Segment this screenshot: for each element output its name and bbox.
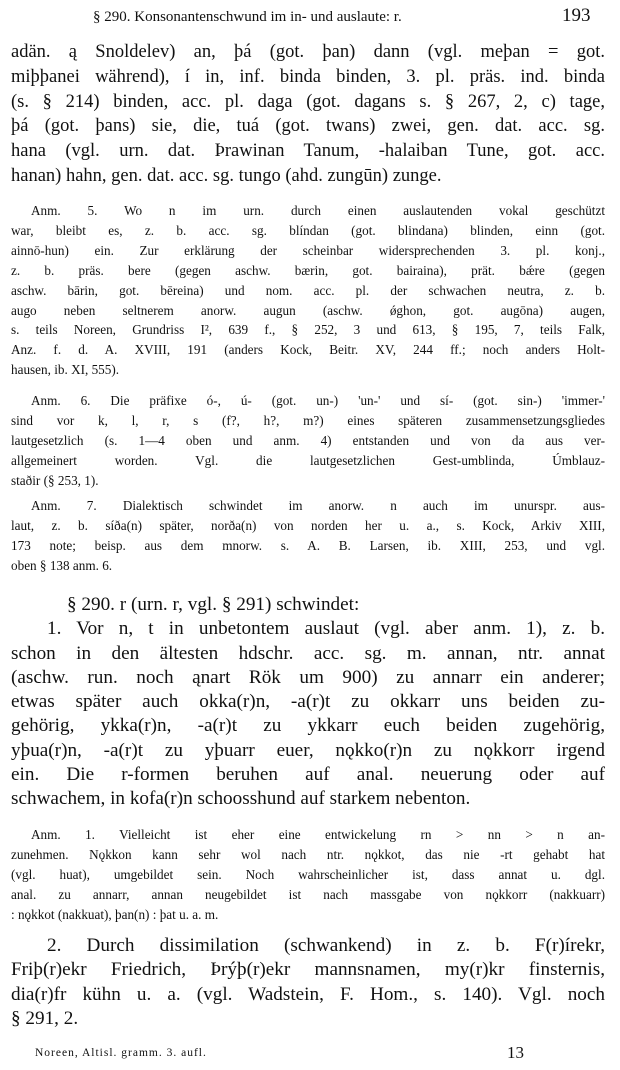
note-line: Anm. 7. Dialektisch schwindet im anorw. n auch im unurspr. aus- [31,498,605,513]
page-footer [0,1043,620,1067]
text-line: (s. § 214) binden, acc. pl. daga (got. dagans s. § 267, 2, c) tage, [11,91,605,112]
note-line: oben § 138 anm. 6. [11,557,113,573]
note-line: Anm. 5. Wo n im urn. durch einen auslautenden vokal geschützt [31,203,605,218]
text-line: dia(r)fr kühn u. a. (vgl. Wadstein, F. Hom., s. 140). Vgl. noch [11,983,605,1005]
running-head-title: § 290. Konsonantenschwund im in- und auslaute: r. [93,9,402,25]
note-line: s. teils Noreen, Grundriss I², 639 f., § 252, 3 und 613, § 195, 7, teils Falk, [11,322,605,338]
note-line: allgemeinert worden. Vgl. die lautgesetzlichen Gest-umblinda, Úmblauz- [11,452,605,468]
note-line: aschw. bārin, got. bēreina) und nom. acc. pl. der schwachen neutra, z. b. [11,282,605,298]
text-line: Friþ(r)ekr Friedrich, Þrýþ(r)ekr mannsnamen, my(r)kr finsternis, [11,959,605,981]
note-line: hausen, ib. XI, 555). [11,362,120,378]
note-line: z. b. präs. bere (gegen aschw. bærin, got. bairaina), prät. bǽre (gegen [11,262,605,278]
note-line: anal. zu annarr, annan neugebildet ist nach massgabe von nǫkkorr (nakkuarr) [11,886,605,902]
note-line: zunehmen. Nǫkkon kann sehr wol nach ntr. nǫkkot, das nie -rt gehabt hat [11,846,605,862]
note-line: Anm. 1. Vielleicht ist eher eine entwickelung rn > nn > n an- [31,827,605,842]
text-line: hanan) hahn, gen. dat. acc. sg. tungo (ahd. zungūn) zunge. [11,165,442,186]
intro-paragraph [11,40,605,189]
text-line: yþua(r)n, -a(r)t zu yþuarr euer, nǫkko(r)n zu nǫkkorr irgend [11,739,605,761]
note-line: : nǫkkot (nakkuat), þan(n) : þat u. a. m. [11,906,219,922]
signature-number: 13 [507,1043,524,1062]
footer-book-title: Noreen, Altisl. gramm. 3. aufl. [35,1047,207,1059]
page-number: 193 [562,5,591,26]
running-head [0,6,620,30]
section-heading: § 290. r (urn. r, vgl. § 291) schwindet: [67,594,360,615]
note-line: laut, z. b. síða(n) später, norða(n) von norden her u. a., s. Kock, Arkiv XIII, [11,517,605,533]
note-line: lautgesetzlich (s. 1—4 oben und anm. 4) entstanden und von da aus ver- [11,432,605,448]
text-line: gehörig, ykka(r)n, -a(r)t zu ykkarr euch beiden zugehörig, [11,715,605,737]
note-line: (vgl. huat), umgebildet sein. Noch wahrscheinlicher ist, dass annat u. dgl. [11,866,605,882]
note-line: sind vor k, l, r, s (f?, h?, m?) eines späteren zusammensetzungsgliedes [11,412,605,428]
text-line: þá (got. þans) sie, die, tuá (got. twans) zwei, gen. dat. acc. sg. [11,116,605,137]
note-line: ainnō-hun) ein. Zur erklärung der scheinbar widersprechenden 3. pl. konj., [11,242,605,258]
item-2-paragraph [11,934,605,1031]
note-line: 173 note; beisp. aus dem mnorw. s. A. B. Larsen, ib. XIII, 253, und vgl. [11,537,605,553]
note-line: Anz. f. d. A. XVIII, 191 (anders Kock, Beitr. XV, 244 ff.; noch anders Holt- [11,342,605,358]
note-anm1 [11,825,605,925]
note-line: war, bleibt es, z. b. acc. sg. blíndan (got. blindana) blinden, einn (got. [11,222,605,238]
text-line: schwachem, in kofa(r)n schoosshund auf starkem nebenton. [11,788,471,810]
note-anm7 [11,496,605,576]
note-line: staðir (§ 253, 1). [11,472,99,488]
text-line: schon in den ältesten hdschr. acc. sg. m. annan, ntr. annat [11,642,605,664]
text-line: (aschw. run. noch ąnart Rök um 900) zu annarr ein anderer; [11,666,605,688]
text-line: adän. ą Snoldelev) an, þá (got. þan) dann (vgl. meþan = got. [11,42,605,62]
note-anm6 [11,391,605,491]
text-line: etwas später auch okka(r)n, -a(r)t zu okkarr uns beiden zu- [11,691,605,713]
note-line: augo neben seltnerem anorw. augun (aschw. ǿghon, got. augōna) augen, [11,302,605,318]
text-line: miþþanei während), í in, inf. binda binden, 3. pl. präs. ind. binda [11,66,605,87]
text-line: 1. Vor n, t in unbetontem auslaut (vgl. aber anm. 1), z. b. [47,618,605,640]
section-290 [11,593,605,812]
text-line: ein. Die r-formen beruhen auf anal. neuerung oder auf [11,764,605,786]
note-anm5 [11,201,605,380]
text-line: 2. Durch dissimilation (schwankend) in z. b. F(r)írekr, [47,935,605,956]
text-line: hana (vgl. urn. dat. Þrawinan Tanum, -halaiban Tune, got. acc. [11,141,605,162]
note-line: Anm. 6. Die präfixe ó-, ú- (got. un-) 'un-' und sí- (got. sin-) 'immer-' [31,393,605,408]
text-line: § 291, 2. [11,1007,79,1029]
